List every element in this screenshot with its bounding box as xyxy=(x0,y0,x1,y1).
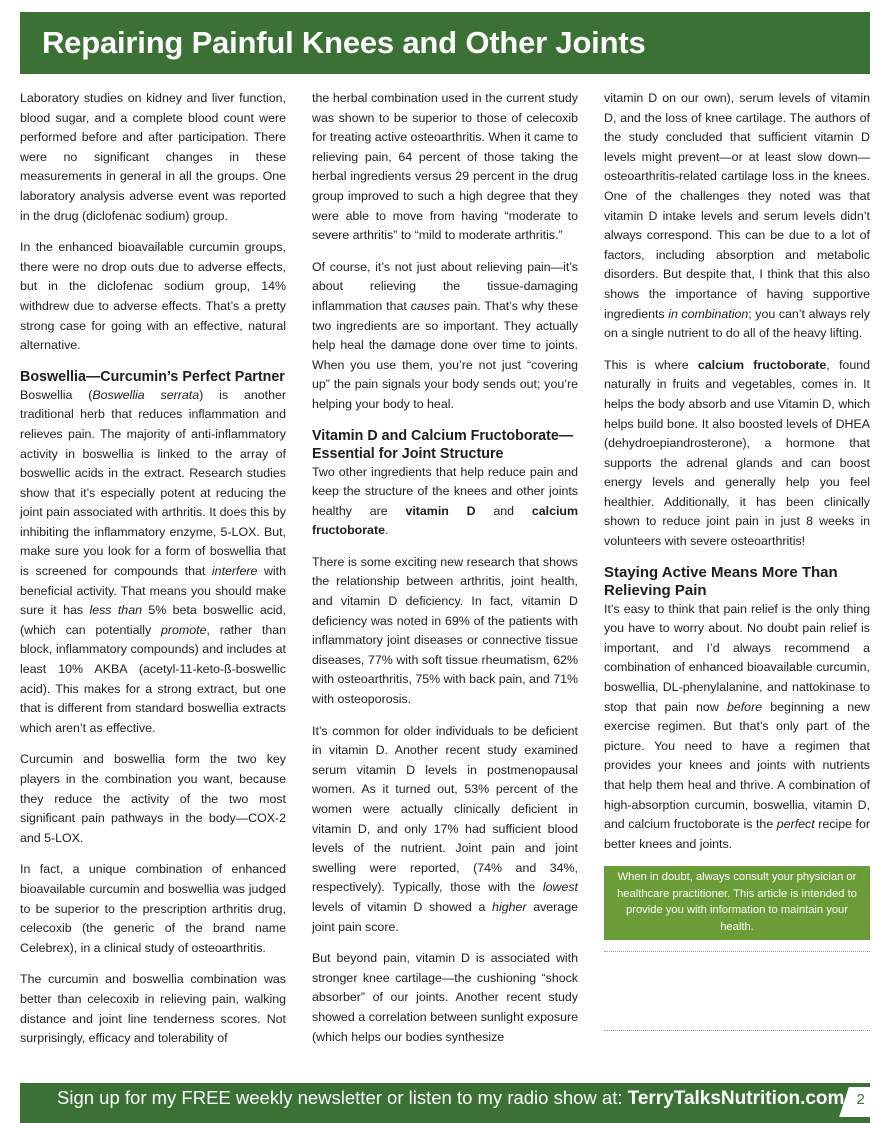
section-heading-staying-active: Staying Active Means More Than Relieving Pain xyxy=(604,563,838,599)
column-1 xyxy=(20,89,286,1061)
paragraph: It’s easy to think that pain relief is the only thing you have to worry about. No doubt pain relief is important, and I’d always recommend a combination of enhanced bioavailable curcumin, boswellia, DL-phenylalanine, and nattokinase to stop that pain now before beginning a new exercise regimen. But that’s only part of the picture. You need to have a regimen that provides your knees and joints with nutrients that help them heal and thrive. A combination of high-absorption curcumin, boswellia, vitamin D, and calcium fructoborate is the perfect recipe for better knees and joints. xyxy=(604,601,871,851)
footer-text: Sign up for my FREE weekly newsletter or listen to my radio show at: TerryTalksNutrition.com xyxy=(57,1087,845,1109)
paragraph: The curcumin and boswellia combination was better than celecoxib in relieving pain, walking distance and joint line tenderness scores. Not surprisingly, efficacy and tolerability of xyxy=(20,972,286,1046)
section-heading-vitamin-d: Vitamin D and Calcium Fructoborate—Essential for Joint Structure xyxy=(312,427,574,462)
page-title: Repairing Painful Knees and Other Joints xyxy=(42,25,646,60)
paragraph: Two other ingredients that help reduce pain and keep the structure of the knees and other joints healthy are vitamin D and calcium fructoborate. xyxy=(312,464,578,538)
footer-banner xyxy=(20,1083,870,1123)
paragraph: In the enhanced bioavailable curcumin groups, there were no drop outs due to adverse effects, but in the diclofenac sodium group, 14% withdrew due to adverse effects. That’s a pretty strong case for going with an effective, natural alternative. xyxy=(20,240,286,353)
paragraph: vitamin D on our own), serum levels of vitamin D, and the loss of knee cartilage. The authors of the study concluded that sufficient vitamin D levels might prevent—or at least slow down—osteoarthritis-related cartilage loss in the knees. One of the challenges they noted was that vitamin D intake levels and serum levels didn’t always correspond. This can be due to a lot of factors, including absorption and metabolic disorders. But despite that, I think that this also shows the importance of having supportive ingredients in combination; you can’t always rely on a single nutrient to do all of the heavy lifting. xyxy=(604,91,871,341)
website-link[interactable]: TerryTalksNutrition.com xyxy=(627,1088,845,1109)
paragraph: Curcumin and boswellia form the two key players in the combination you want, because they reduce the activity of the two most significant pain pathways in the body—COX-2 and 5-LOX. xyxy=(20,752,286,845)
disclaimer-box: When in doubt, always consult your physician or healthcare practitioner. This article is intended to provide you with information to maintain your health. xyxy=(604,866,870,940)
column-2 xyxy=(312,89,578,1059)
paragraph: Boswellia (Boswellia serrata) is another traditional herb that reduces inflammation and relieves pain. The majority of anti-inflammatory activity in boswellia is linked to the array of boswellic acids in the extract. Research studies show that it’s especially potent at reducing the joint pain associated with arthritis. It does this by inhibiting the inflammatory enzyme, 5-LOX. But, make sure you look for a form of boswellia that is screened for compounds that interfere with beneficial activity. That means you should make sure it has less than 5% beta boswellic acid, (which can potentially promote, rather than block, inflammatory compounds) and includes at least 10% AKBA (acetyl-11-keto-ß-boswellic acid). This makes for a strong extract, but one that is different from standard boswellia extracts which aren’t as effective. xyxy=(20,387,287,735)
paragraph: Laboratory studies on kidney and liver function, blood sugar, and a complete blood count were performed before and after participation. There were no significant changes in these measurements in general in all the groups. One laboratory analysis adverse event was reported in the drug (diclofenac sodium) group. xyxy=(20,91,286,223)
title-banner xyxy=(20,12,870,74)
paragraph: In fact, a unique combination of enhanced bioavailable curcumin and boswellia was judged to be superior to the prescription arthritis drug, celecoxib (the generic of the brand name Celebrex), in a clinical study of osteoarthritis. xyxy=(20,862,286,955)
paragraph: Of course, it’s not just about relieving pain—it’s about relieving the tissue-damaging inflammation that causes pain. That’s why these two ingredients are so important. They actually help heal the damage done over time to joints. When you use them, you’re not just “covering up” the pain signals your body sends out; you’re helping your body to heal. xyxy=(312,259,579,411)
paragraph: It’s common for older individuals to be deficient in vitamin D. Another recent study examined serum vitamin D levels in postmenopausal women. As it turned out, 53% percent of the women were actually clinically deficient in vitamin D, and only 17% had sufficient blood levels of the nutrient. Joint pain and joint swelling were reported, (74% and 34%, respectively). Typically, those with the lowest levels of vitamin D showed a higher average joint pain score. xyxy=(312,723,578,934)
paragraph: But beyond pain, vitamin D is associated with stronger knee cartilage—the cushioning “shock absorber” of our joints. Another recent study showed a correlation between sunlight exposure (which helps our bodies synthesize xyxy=(312,951,578,1044)
column-3 xyxy=(604,89,870,1031)
paragraph: There is some exciting new research that shows the relationship between arthritis, joint health, and vitamin D deficiency. In fact, vitamin D deficiency was noted in 69% of the patients with inflammatory joint diseases or connective tissue diseases, 77% with soft tissue rheumatism, 62% with osteoarthritis, 75% with back pain, and 71% with osteoporosis. xyxy=(312,554,578,707)
page-number: 2 xyxy=(856,1091,865,1108)
section-heading-boswellia: Boswellia—Curcumin’s Perfect Partner xyxy=(20,368,285,385)
dotted-divider xyxy=(604,1030,870,1031)
page-number-tab xyxy=(839,1087,881,1117)
dotted-divider xyxy=(604,951,870,952)
paragraph: the herbal combination used in the current study was shown to be superior to those of celecoxib for treating active osteoarthritis. When it came to relieving pain, 64 percent of those taking the herbal ingredients versus 29 percent in the drug group improved to such a high degree that they were able to move from having “moderate to severe arthritis” to “mild to moderate arthritis.” xyxy=(312,91,578,243)
paragraph: This is where calcium fructoborate, found naturally in fruits and vegetables, comes in. It helps the body absorb and use Vitamin D, which helps build bone. It also boosted levels of DHEA (dehydroepiandrosterone), a hormone that supports the adrenal glands and can boost energy levels and generally help you feel healthier. Additionally, it has been clinically shown to reduce joint pain in just 8 weeks in volunteers with severe osteoarthritis! xyxy=(604,357,870,549)
